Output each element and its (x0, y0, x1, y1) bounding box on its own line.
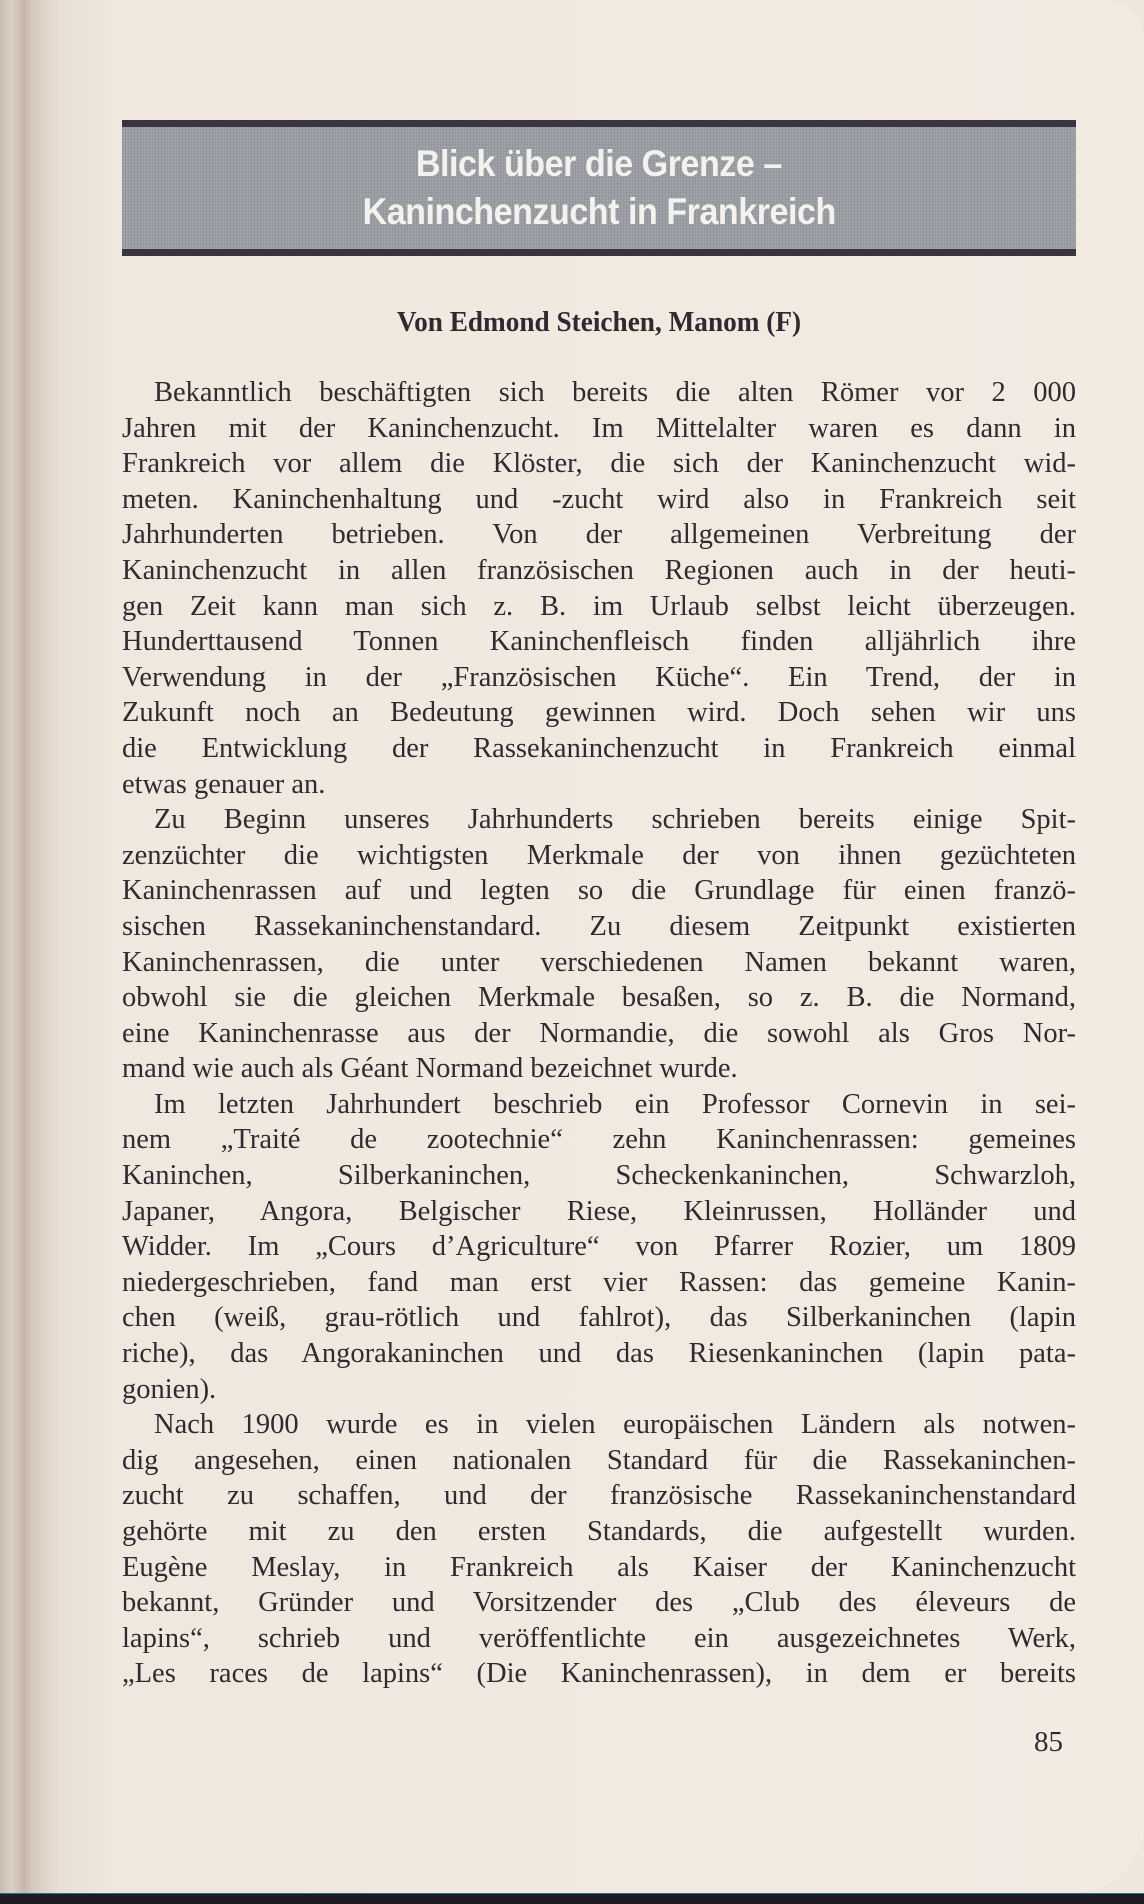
text-line: Jahrhunderten betrieben. Von der allgemeinen Verbreitung der (122, 519, 1076, 551)
text-line: gehörte mit zu den ersten Standards, die aufgestellt wurden. (122, 1516, 1076, 1547)
text-line: bekannt, Gründer und Vorsitzender des „Club des éleveurs de (122, 1587, 1076, 1619)
text-line: obwohl sie die gleichen Merkmale besaßen, so z. B. die Normand, (122, 982, 1076, 1014)
text-line: mand wie auch als Géant Normand bezeichnet wurde. (122, 1053, 738, 1085)
text-line: Bekanntlich beschäftigten sich bereits die alten Römer vor 2 000 (154, 377, 1076, 408)
text-line: riche), das Angorakaninchen und das Riesenkaninchen (lapin pata- (122, 1338, 1076, 1370)
text-line: zenzüchter die wichtigsten Merkmale der von ihnen gezüchteten (122, 839, 1076, 871)
text-line: chen (weiß, grau-rötlich und fahlrot), das Silberkaninchen (lapin (122, 1302, 1076, 1334)
text-line: Jahren mit der Kaninchenzucht. Im Mittelalter waren es dann in (122, 412, 1076, 444)
text-line: Hunderttausend Tonnen Kaninchenfleisch finden alljährlich ihre (122, 626, 1076, 658)
chapter-header-band (122, 120, 1076, 256)
text-line: „Les races de lapins“ (Die Kaninchenrassen), in dem er bereits (122, 1658, 1076, 1690)
text-line: Verwendung in der „Französischen Küche“. Ein Trend, der in (122, 661, 1076, 693)
text-line: Zu Beginn unseres Jahrhunderts schrieben bereits einige Spit- (154, 804, 1076, 836)
text-line: Widder. Im „Cours d’Agriculture“ von Pfarrer Rozier, um 1809 (122, 1231, 1076, 1263)
text-line: Frankreich vor allem die Klöster, die sich der Kaninchenzucht wid- (122, 448, 1076, 480)
chapter-title-line-2: Kaninchenzucht in Frankreich (362, 191, 836, 232)
text-line: meten. Kaninchenhaltung und -zucht wird also in Frankreich seit (122, 483, 1076, 515)
page-number: 85 (1034, 1726, 1063, 1758)
text-line: Im letzten Jahrhundert beschrieb ein Professor Cornevin in sei- (154, 1088, 1076, 1120)
text-line: zucht zu schaffen, und der französische Rassekaninchenstandard (122, 1480, 1076, 1512)
text-line: dig angesehen, einen nationalen Standard für die Rassekaninchen- (122, 1444, 1076, 1476)
text-line: die Entwicklung der Rassekaninchenzucht in Frankreich einmal (122, 732, 1076, 764)
text-line: sischen Rassekaninchenstandard. Zu diesem Zeitpunkt existierten (122, 910, 1076, 942)
text-line: Kaninchenzucht in allen französischen Regionen auch in der heuti- (122, 554, 1076, 586)
text-line: gen Zeit kann man sich z. B. im Urlaub selbst leicht überzeugen. (122, 590, 1076, 622)
author-byline: Von Edmond Steichen, Manom (F) (396, 306, 802, 338)
text-line: Kaninchen, Silberkaninchen, Scheckenkaninchen, Schwarzloh, (122, 1160, 1076, 1192)
text-line: niedergeschrieben, fand man erst vier Rassen: das gemeine Kanin- (122, 1266, 1076, 1298)
text-line: Kaninchenrassen auf und legten so die Grundlage für einen franzö- (122, 875, 1076, 907)
text-line: Eugène Meslay, in Frankreich als Kaiser der Kaninchenzucht (122, 1551, 1076, 1583)
text-line: Nach 1900 wurde es in vielen europäischen Ländern als notwen- (154, 1409, 1076, 1441)
text-line: Kaninchenrassen, die unter verschiedenen Namen bekannt waren, (122, 946, 1076, 978)
text-line: etwas genauer an. (122, 768, 326, 800)
text-line: Japaner, Angora, Belgischer Riese, Kleinrussen, Holländer und (122, 1195, 1076, 1227)
text-line: Zukunft noch an Bedeutung gewinnen wird. Doch sehen wir uns (122, 697, 1076, 729)
article-body (122, 375, 1076, 1692)
text-line: gonien). (122, 1373, 217, 1405)
text-line: eine Kaninchenrasse aus der Normandie, die sowohl als Gros Nor- (122, 1017, 1076, 1049)
text-line: nem „Traité de zootechnie“ zehn Kaninchenrassen: gemeines (122, 1124, 1076, 1156)
chapter-title-line-1: Blick über die Grenze – (416, 143, 782, 184)
scan-edge (0, 1893, 1144, 1904)
text-line: lapins“, schrieb und veröffentlichte ein ausgezeichnetes Werk, (122, 1622, 1076, 1654)
